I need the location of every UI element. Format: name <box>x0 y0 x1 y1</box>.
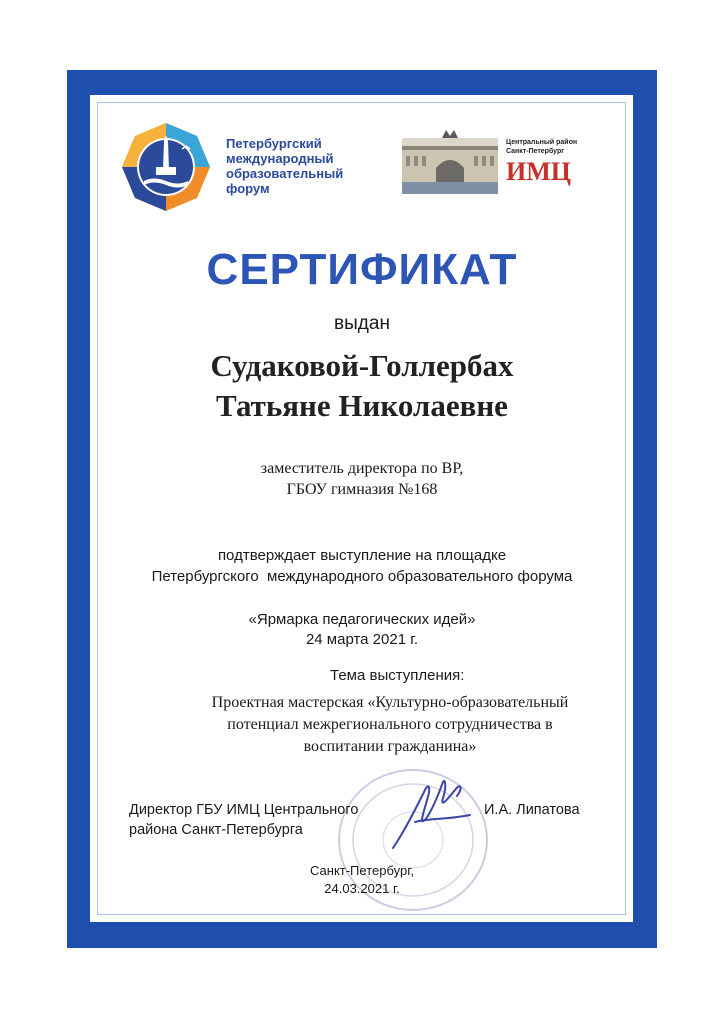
confirms-line1: подтверждает выступление на площадке <box>217 547 507 564</box>
recipient-name <box>0 346 724 426</box>
topic-line3: воспитании гражданина» <box>303 738 477 755</box>
director-line1: Директор ГБУ ИМЦ Центрального <box>129 802 359 818</box>
confirms-line2: Петербургского международного образовательного форума <box>151 568 573 585</box>
event-info <box>0 610 724 650</box>
topic-label: Тема выступления: <box>330 667 465 684</box>
certificate-title: СЕРТИФИКАТ <box>206 245 518 294</box>
forum-logo-line4: форум <box>226 181 270 196</box>
imc-abbr: ИМЦ <box>506 157 571 186</box>
recipient-position <box>0 458 724 500</box>
forum-logo-icon <box>120 121 212 213</box>
issued-label: выдан <box>334 313 390 334</box>
event-date: 24 марта 2021 г. <box>305 631 419 648</box>
position-line2: ГБОУ гимназия №168 <box>286 481 438 498</box>
forum-logo-text <box>226 136 366 196</box>
place-date: 24.03.2021 г. <box>324 881 400 896</box>
signer-name: И.А. Липатова <box>484 802 580 818</box>
event-name: «Ярмарка педагогических идей» <box>248 611 476 628</box>
topic-line1: Проектная мастерская «Культурно-образовательный <box>211 694 569 711</box>
forum-logo-line3: образовательный <box>226 166 344 181</box>
recipient-name-line1: Судаковой-Голлербах <box>210 348 514 383</box>
imc-caption2: Санкт-Петербург <box>506 148 565 155</box>
imc-caption1: Центральный район <box>506 139 578 146</box>
imc-logo-icon <box>402 130 580 196</box>
forum-logo-line1: Петербургский <box>226 136 322 151</box>
forum-logo-line2: международный <box>226 151 334 166</box>
place-and-date <box>0 862 724 898</box>
topic-text <box>190 692 590 758</box>
confirmation-text <box>0 545 724 587</box>
signature-icon <box>385 760 485 860</box>
director-line2: района Санкт-Петербурга <box>129 822 303 838</box>
topic-line2: потенциал межрегионального сотрудничества в <box>227 716 553 733</box>
director-title <box>129 800 399 840</box>
place-city: Санкт-Петербург, <box>310 863 414 878</box>
position-line1: заместитель директора по ВР, <box>260 460 464 477</box>
recipient-name-line2: Татьяне Николаевне <box>216 388 508 423</box>
